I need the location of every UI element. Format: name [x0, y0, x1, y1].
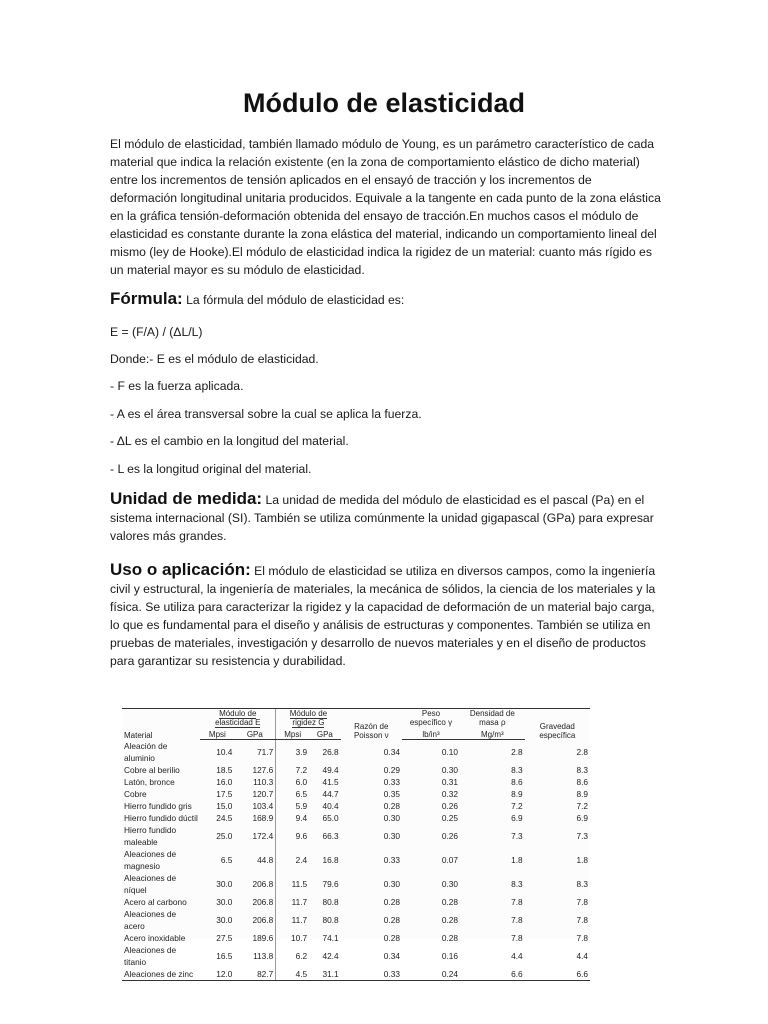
table-cell-value: 172.4	[252, 830, 274, 841]
table-cell-value: 110.3	[253, 776, 274, 787]
table-cell-value: 11.7	[276, 896, 309, 908]
table-cell-value: 7.2	[276, 764, 309, 776]
formula-heading: Fórmula:	[110, 289, 183, 308]
table-cell-value: 0.33	[341, 968, 402, 981]
table-cell-value: 0.35	[383, 788, 400, 799]
table-cell-value: 11.7	[276, 908, 309, 932]
unit-e-mpsi: Mpsi	[200, 727, 234, 740]
formula-item: - F es la fuerza aplicada.	[110, 379, 244, 393]
table-cell-value: 8.6	[576, 776, 588, 787]
table-cell-material: Aleaciones de níquel	[124, 872, 177, 895]
table-row	[122, 944, 590, 968]
unit-density: Mg/m³	[460, 727, 525, 740]
table-cell-material: Aleaciones de acero	[124, 908, 177, 931]
table-cell-value: 7.8	[576, 932, 588, 943]
table-cell-material: Aleaciones de zinc	[122, 968, 200, 981]
table-cell-value: 30.0	[216, 878, 233, 889]
table-cell-value: 8.3	[576, 764, 588, 775]
table-row	[122, 908, 590, 932]
formula-lead: La fórmula del módulo de elasticidad es:	[186, 293, 405, 307]
table-cell-value: 30.0	[216, 896, 233, 907]
table-cell-value: 4.5	[276, 968, 309, 981]
table-cell-material: Acero al carbono	[124, 896, 187, 907]
table-cell-material: Cobre al berilio	[124, 764, 180, 775]
table-cell-value: 8.3	[511, 764, 523, 775]
header-elastic-modulus: Módulo de elasticidad E	[200, 709, 275, 728]
table-cell-value: 0.30	[441, 764, 459, 775]
table-cell-value: 6.5	[220, 854, 233, 865]
header-material: Material	[122, 709, 200, 740]
header-density: Densidad de masa ρ	[460, 709, 525, 728]
table-cell-value: 6.5	[276, 788, 309, 800]
table-cell-value: 7.8	[511, 896, 523, 907]
table-cell-value: 4.4	[511, 950, 523, 961]
table-cell-value: 0.28	[383, 932, 400, 943]
unit-g-mpsi: Mpsi	[276, 727, 309, 740]
table-cell-value: 206.8	[252, 896, 274, 907]
table-cell-value: 16.5	[216, 950, 233, 961]
header-poisson: Razón de Poisson ν	[341, 709, 402, 740]
table-cell-value: 26.8	[322, 746, 339, 757]
formula-where: Donde:- E es el módulo de elasticidad.	[110, 352, 319, 366]
table-cell-value: 10.7	[276, 932, 309, 944]
formula-line	[110, 290, 662, 309]
table-cell-value: 0.10	[441, 746, 459, 757]
table-row	[122, 824, 590, 848]
table-cell-material: Cobre	[124, 788, 147, 799]
table-row	[122, 872, 590, 896]
table-cell-value: 7.8	[511, 914, 523, 925]
table-cell-value: 0.28	[441, 896, 459, 907]
formula-item: - ΔL es el cambio en la longitud del material.	[110, 434, 349, 448]
use-paragraph	[110, 561, 662, 670]
table-cell-material: Aleación de aluminio	[124, 740, 168, 763]
table-cell-value: 74.1	[322, 932, 339, 943]
table-cell-value: 0.31	[441, 776, 459, 787]
material-properties-table-image	[122, 708, 590, 979]
use-text: El módulo de elasticidad se utiliza en diversos campos, como la ingeniería civil y estructural, la ingeniería de materiales, la mecánica de sólidos, la ciencia de los materiales y la física. Se utiliza para caracterizar la rigidez y la capacidad de deformación de un material bajo carga, lo que es fundamental para el diseño y análisis de estructuras y componentes. También se utiliza en pruebas de materiales, investigación y desarrollo de nuevos materiales y en el diseño de productos para garantizar su resistencia y durabilidad.	[110, 564, 656, 668]
table-row	[122, 800, 590, 812]
table-cell-value: 0.28	[383, 914, 400, 925]
table-row	[122, 764, 590, 776]
table-cell-material: Hierro fundido dúctil	[124, 812, 198, 823]
table-cell-value: 1.8	[576, 854, 588, 865]
formula-equation: E = (F/A) / (ΔL/L)	[110, 325, 203, 339]
table-cell-value: 3.9	[276, 740, 309, 764]
table-cell-value: 1.8	[511, 854, 523, 865]
unit-heading: Unidad de medida:	[110, 489, 263, 508]
table-cell-value: 0.28	[383, 800, 400, 811]
table-cell-value: 0.28	[383, 896, 400, 907]
table-cell-value: 41.5	[322, 776, 339, 787]
table-cell-value: 6.9	[511, 812, 523, 823]
table-cell-value: 113.8	[253, 950, 274, 961]
table-cell-value: 0.34	[383, 950, 400, 961]
table-cell-value: 0.28	[441, 914, 459, 925]
unit-e-gpa: GPa	[234, 727, 275, 740]
table-row	[122, 788, 590, 800]
header-rigidity-modulus: Módulo de rigidez G	[276, 709, 341, 728]
table-row	[122, 896, 590, 908]
table-cell-material: Aleaciones de magnesio	[124, 848, 177, 871]
table-row	[122, 812, 590, 824]
header-gravity: Gravedad específica	[525, 709, 590, 740]
table-cell-value: 0.25	[441, 812, 459, 823]
table-cell-value: 25.0	[216, 830, 233, 841]
table-cell-value: 71.7	[257, 746, 274, 757]
table-cell-value: 30.0	[216, 914, 233, 925]
table-cell-value: 0.28	[441, 932, 459, 943]
table-row	[122, 776, 590, 788]
table-row	[122, 740, 590, 764]
formula-item: - L es la longitud original del material.	[110, 462, 312, 476]
table-cell-value: 7.8	[511, 932, 523, 943]
unit-g-gpa: GPa	[309, 727, 340, 740]
material-properties-table	[122, 708, 590, 981]
table-cell-material: Hierro fundido maleable	[124, 824, 177, 847]
table-cell-value: 127.6	[252, 764, 274, 775]
table-cell-value: 2.8	[576, 746, 588, 757]
table-cell-value: 79.6	[322, 878, 339, 889]
table-cell-value: 8.9	[511, 788, 523, 799]
header-weight: Peso específico γ	[402, 709, 460, 728]
table-row	[122, 968, 590, 981]
table-cell-value: 0.34	[383, 746, 400, 757]
table-cell-value: 44.8	[257, 854, 274, 865]
table-cell-value: 11.5	[276, 872, 309, 896]
table-cell-value: 82.7	[234, 968, 275, 981]
table-cell-value: 5.9	[276, 800, 309, 812]
table-cell-value: 0.26	[441, 800, 459, 811]
unit-weight: lb/in³	[402, 727, 460, 740]
intro-paragraph: El módulo de elasticidad, también llamado módulo de Young, es un parámetro característico de cada material que indica la relación existente (en la zona de comportamiento elástico de dicho material) entre los incrementos de tensión aplicados en el ensayó de tracción y los incrementos de deformación longitudinal unitaria producidos. Equivale a la tangente en cada punto de la zona elástica en la gráfica tensión-deformación obtenida del ensayo de tracción.En muchos casos el módulo de elasticidad es constante durante la zona elástica del material, indicando un comportamiento lineal del mismo (ley de Hooke).El módulo de elasticidad indica la rigidez de un material: cuanto más rígido es un material mayor es su módulo de elasticidad.	[110, 137, 661, 277]
table-cell-value: 7.8	[576, 896, 588, 907]
table-cell-value: 44.7	[322, 788, 339, 799]
table-cell-value: 6.6	[460, 968, 525, 981]
table-cell-value: 7.2	[576, 800, 588, 811]
table-cell-value: 31.1	[309, 968, 340, 981]
table-cell-value: 0.30	[441, 878, 459, 889]
table-cell-material: Acero inoxidable	[124, 932, 186, 943]
table-cell-value: 120.7	[252, 788, 274, 799]
table-cell-value: 7.8	[576, 914, 588, 925]
table-cell-value: 7.2	[511, 800, 523, 811]
table-cell-value: 0.30	[383, 812, 400, 823]
table-cell-value: 0.33	[383, 776, 400, 787]
table-cell-material: Hierro fundido gris	[124, 800, 192, 811]
table-cell-value: 66.3	[322, 830, 339, 841]
table-cell-value: 65.0	[322, 812, 339, 823]
table-cell-material: Aleaciones de titanio	[124, 944, 177, 967]
unit-text: La unidad de medida del módulo de elasticidad es el pascal (Pa) en el sistema internacional (SI). También se utiliza comúnmente la unidad gigapascal (GPa) para expresar valores más grandes.	[110, 493, 654, 543]
use-heading: Uso o aplicación:	[110, 560, 251, 579]
table-cell-value: 103.4	[252, 800, 274, 811]
table-cell-value: 206.8	[252, 914, 274, 925]
table-cell-value: 8.3	[511, 878, 523, 889]
page-title: Módulo de elasticidad	[242, 88, 526, 118]
table-cell-value: 9.6	[276, 824, 309, 848]
table-cell-value: 0.32	[441, 788, 459, 799]
table-row	[122, 848, 590, 872]
table-cell-value: 10.4	[216, 746, 233, 757]
formula-item: - A es el área transversal sobre la cual se aplica la fuerza.	[110, 407, 422, 421]
table-cell-value: 168.9	[252, 812, 274, 823]
table-cell-value: 8.6	[511, 776, 523, 787]
table-body	[122, 740, 590, 981]
table-cell-value: 27.5	[216, 932, 233, 943]
table-cell-value: 0.26	[441, 830, 459, 841]
table-cell-value: 9.4	[276, 812, 309, 824]
table-cell-value: 49.4	[322, 764, 339, 775]
table-cell-value: 80.8	[322, 914, 339, 925]
table-cell-value: 40.4	[322, 800, 339, 811]
table-cell-value: 6.0	[276, 776, 309, 788]
unit-paragraph	[110, 490, 662, 545]
table-cell-value: 6.9	[576, 812, 588, 823]
table-cell-value: 42.4	[322, 950, 339, 961]
table-row	[122, 932, 590, 944]
table-cell-value: 6.2	[276, 944, 309, 968]
table-cell-value: 15.0	[216, 800, 233, 811]
table-cell-value: 80.8	[322, 896, 339, 907]
table-cell-value: 0.30	[383, 878, 400, 889]
table-cell-value: 6.6	[525, 968, 590, 981]
table-cell-value: 18.5	[216, 764, 233, 775]
table-cell-value: 189.6	[252, 932, 274, 943]
table-cell-value: 0.24	[402, 968, 460, 981]
table-cell-value: 16.0	[216, 776, 233, 787]
table-cell-value: 0.29	[383, 764, 400, 775]
table-cell-value: 0.30	[383, 830, 400, 841]
table-cell-value: 17.5	[216, 788, 233, 799]
table-cell-value: 12.0	[200, 968, 234, 981]
table-cell-value: 7.3	[576, 830, 588, 841]
table-cell-value: 0.07	[441, 854, 459, 865]
table-cell-value: 8.3	[576, 878, 588, 889]
table-cell-value: 2.8	[511, 746, 523, 757]
table-cell-value: 2.4	[276, 848, 309, 872]
table-cell-value: 206.8	[252, 878, 274, 889]
table-cell-value: 8.9	[576, 788, 588, 799]
table-cell-value: 7.3	[511, 830, 523, 841]
table-cell-value: 4.4	[576, 950, 588, 961]
table-cell-value: 24.5	[216, 812, 233, 823]
table-cell-value: 0.16	[441, 950, 459, 961]
table-cell-value: 0.33	[383, 854, 400, 865]
table-cell-material: Latón, bronce	[124, 776, 175, 787]
table-cell-value: 16.8	[322, 854, 339, 865]
